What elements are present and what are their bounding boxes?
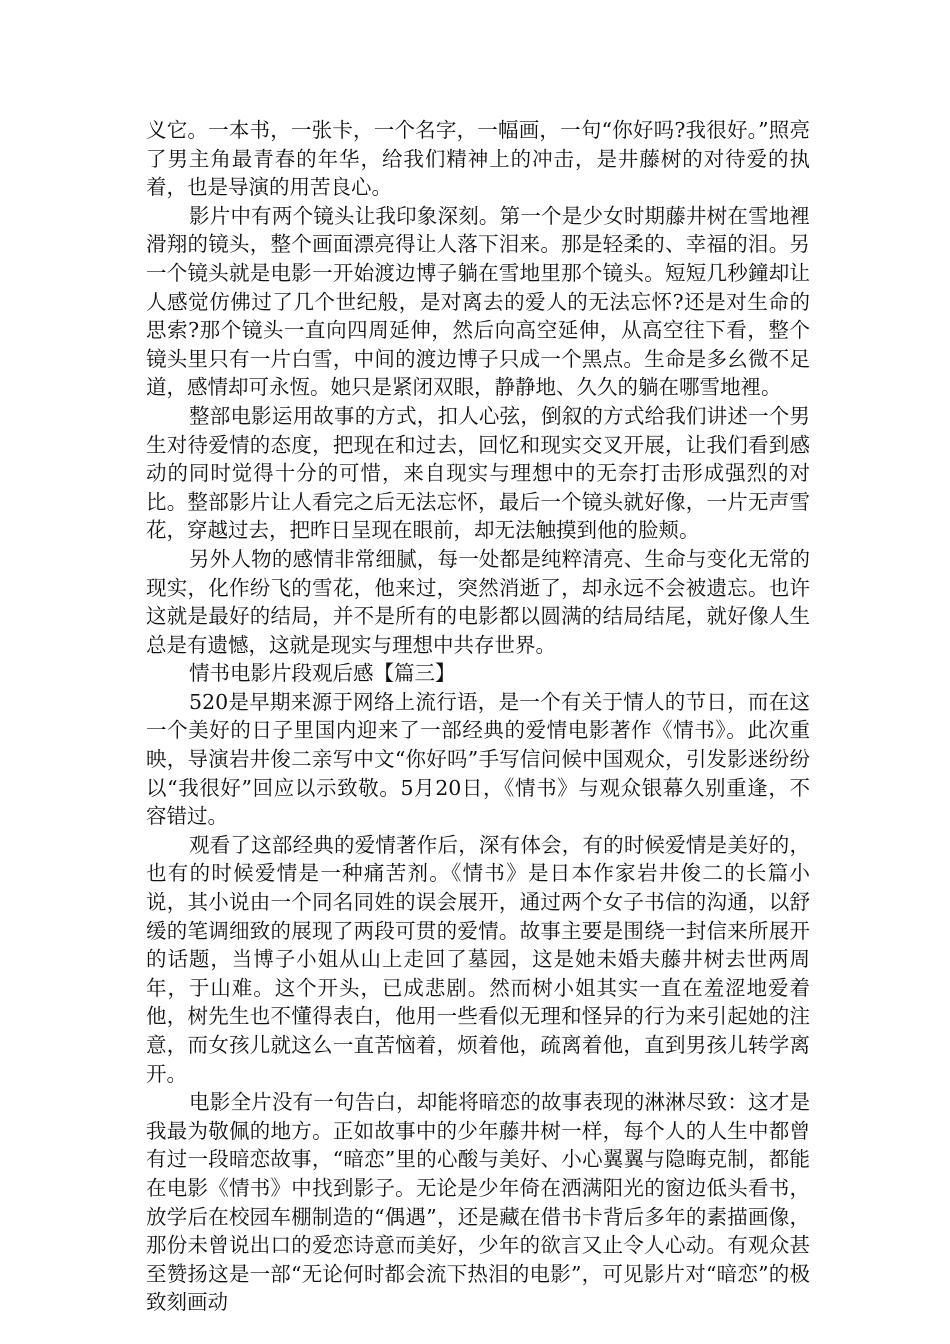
paragraph-love-letter-novel: 观看了这部经典的爱情著作后，深有体会，有的时候爱情是美好的，也有的时候爱情是一种痛苦剂。《情书》是日本作家岩井俊二的长篇小说，其小说由一个同名同姓的误会展开，通过两个女子书信的沟通，以舒缓的笔调细致的展现了两段可贯的爱情。故事主要是围绕一封信来所展开的话题，当博子小姐从山上走回了墓园，这是她未婚夫藤井树去世两周年，于山难。这个开头，已成悲剧。然而树小姐其实一直在羞涩地爱着他，树先生也不懂得表白，他用一些看似无理和怪异的行为来引起她的注意，而女孩儿就这么一直苦恼着，烦着他，疏离着他，直到男孩儿转学离开。 <box>146 832 810 1086</box>
section-heading: 情书电影片段观后感【篇三】 <box>189 661 456 686</box>
document-page <box>146 116 810 1317</box>
paragraph-emotions: 另外人物的感情非常细腻，每一处都是纯粹清亮、生命与变化无常的现实，化作纷飞的雪花，他来过，突然消逝了，却永远不会被遗忘。也许这就是最好的结局，并不是所有的电影都以圆满的结局结尾，就好像人生总是有遗憾，这就是现实与理想中共存世界。 <box>146 546 810 657</box>
paragraph-520-rerelease: 520是早期来源于网络上流行语，是一个有关于情人的节日，而在这一个美好的日子里国内迎来了一部经典的爱情电影著作《情书》。此次重映，导演岩井俊二亲写中文“你好吗”手写信问候中国观众，引发影迷纷纷以“我很好”回应以示致敬。5月20日，《情书》与观众银幕久别重逢，不容错过。 <box>146 689 810 829</box>
paragraph-snow-scenes: 影片中有两个镜头让我印象深刻。第一个是少女时期藤井树在雪地裡滑翔的镜头，整个画面漂亮得让人落下泪来。那是轻柔的、幸福的泪。另一个镜头就是电影一开始渡边博子躺在雪地里那个镜头。短短几秒鐘却让人感觉仿佛过了几个世纪般，是对离去的爱人的无法忘怀?还是对生命的思索?那个镜头一直向四周延伸，然后向高空延伸，从高空往下看，整个镜头里只有一片白雪，中间的渡边博子只成一个黑点。生命是多幺微不足道，感情却可永恆。她只是紧闭双眼，静静地、久久的躺在哪雪地裡。 <box>146 203 810 400</box>
paragraph-secret-love: 电影全片没有一句告白，却能将暗恋的故事表现的淋淋尽致：这才是我最为敬佩的地方。正如故事中的少年藤井树一样，每个人的人生中都曾有过一段暗恋故事，“暗恋”里的心酸与美好、小心翼翼与隐晦克制，都能在电影《情书》中找到影子。无论是少年倚在洒满阳光的窗边低头看书，放学后在校园车棚制造的“偶遇”，还是藏在借书卡背后多年的素描画像，那份未曾说出口的爱恋诗意而美好，少年的欲言又止令人心动。有观众甚至赞扬这是一部“无论何时都会流下热泪的电影”，可见影片对“暗恋”的极致刻画动 <box>146 1090 810 1315</box>
paragraph-storytelling: 整部电影运用故事的方式，扣人心弦，倒叙的方式给我们讲述一个男生对待爱情的态度，把现在和过去，回忆和现实交叉开展，让我们看到感动的同时觉得十分的可惜，来自现实与理想中的无奈打击形成强烈的对比。整部影片让人看完之后无法忘怀，最后一个镜头就好像，一片无声雪花，穿越过去，把昨日呈现在眼前，却无法触摸到他的脸颊。 <box>146 403 810 543</box>
paragraph-continuation: 义它。一本书，一张卡，一个名字，一幅画，一句“你好吗?我很好。”照亮了男主角最青春的年华，给我们精神上的冲击，是井藤树的对待爱的执着，也是导演的用苦良心。 <box>146 118 810 200</box>
